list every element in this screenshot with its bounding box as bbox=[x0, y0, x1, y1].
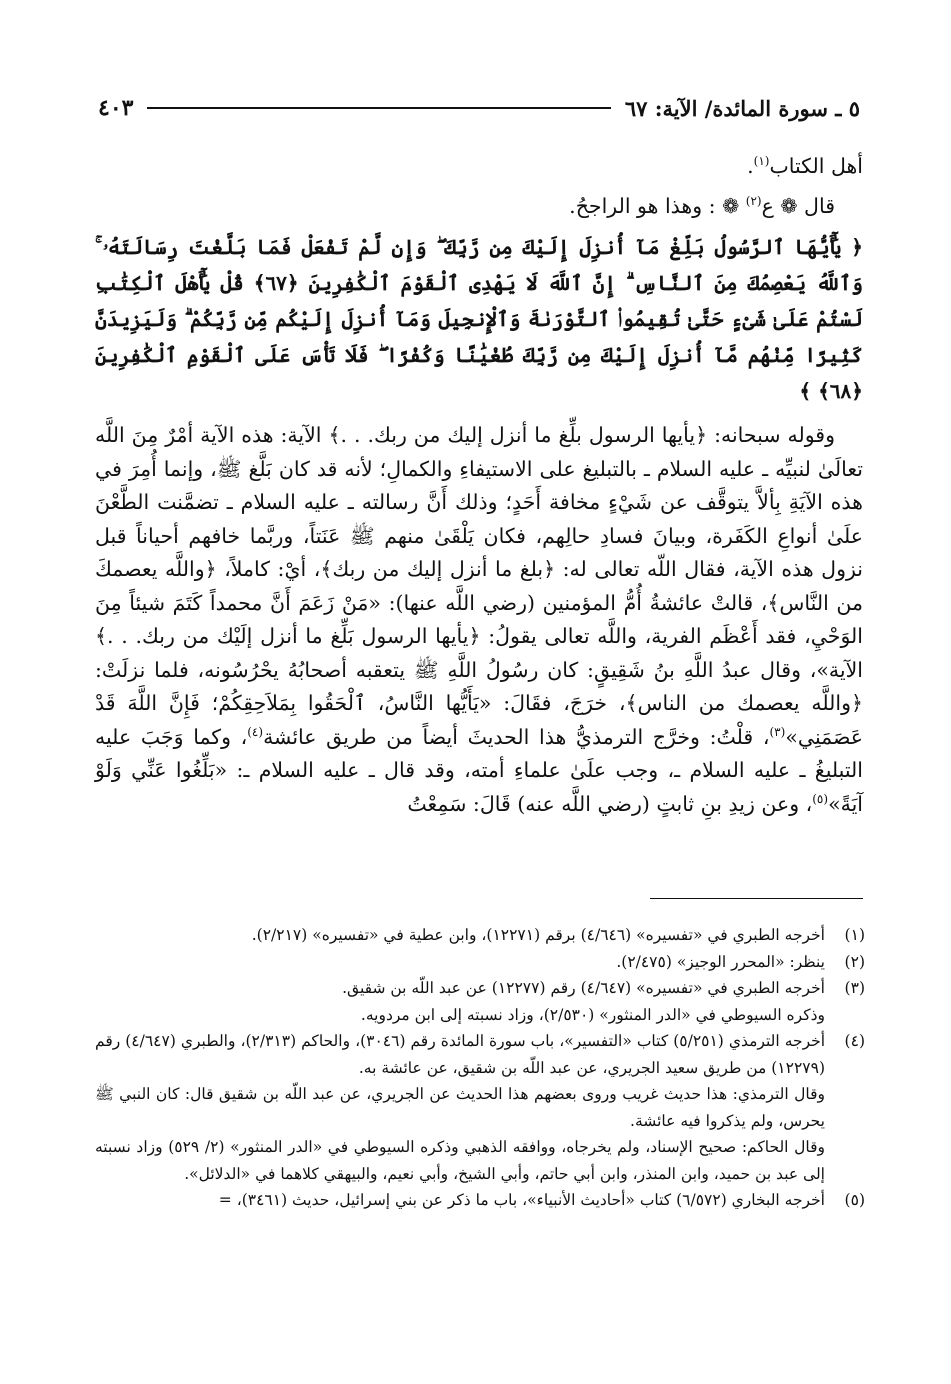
footnote-ref: (٢) bbox=[745, 193, 762, 208]
footnote-number: (١) bbox=[844, 926, 865, 944]
footnote-3 bbox=[95, 975, 865, 1028]
footnote-line: وقال الترمذي: هذا حديث غريب وروى بعضهم هذا الحديث عن الجريري، عن عبد اللّه بن شقيق قال: كان النبي ﷺ يحرس، ولم يذكروا فيه عائشة. bbox=[95, 1085, 825, 1130]
commentary-paragraph bbox=[95, 419, 863, 821]
footnote-line: أخرجه البخاري (٦/٥٧٢) كتاب «أحاديث الأنبياء»، باب ما ذكر عن بني إسرائيل، حديث (٣٤٦١)، = bbox=[218, 1191, 825, 1209]
main-text bbox=[95, 150, 863, 821]
text-span: وقوله سبحانه: ﴿يأيها الرسول بلِّغ ما أنزل إليك من ربك. . .﴾ الآية: هذه الآية أمْرٌ مِنَ اللَّه تعالَىٰ لنبيِّه ـ عليه السلام ـ بالتبليغ على الاستيفاءِ والكمالِ؛ لأنه قد كان بَلَّغ ﷺ، وإنما أُمِرَ في هذه الآيَةِ بِألاَّ يتوقَّف عن شَيْءٍ مخافة أَحَدٍ؛ وذلك أَنَّ رسالته ـ عليه السلام ـ تضمَّنت الطَّعْنَ علَىٰ أنواعِ الكَفَرة، وبيانَ فسادِ حالِهم، فكان يَلْقَىٰ منهم ﷺ عَنَتاً، وربَّما خافهم أحياناً قبل نزول هذه الآية، فقال اللّه تعالى له: ﴿بلغ ما أنزل إليك من ربك﴾، أيْ: كاملاً، ﴿واللَّه يعصمكَ من النَّاس﴾، قالتْ عائشةُ أُمُّ المؤمنين (رضي اللَّه عنها): «مَنْ زَعَمَ أَنَّ محمداً كَتَمَ شيئاً مِنَ الوَحْيِ، فقد أَعْظَم الفرية، واللَّه تعالى يقولُ: ﴿يأيها الرسول بَلِّغ ما أنزل إلَيْك من ربك. . .﴾ الآية»، وقال عبدُ اللَّهِ بنُ شَقِيقٍ: كان رسُولُ اللَّهِ ﷺ يتعقبه أصحابُهُ يحْرُسُونه، فلما نزلَتْ: ﴿واللَّه يعصمك من الناس﴾، خرَجَ، فقَالَ: «يَأَيُّها النَّاسُ، ٱلْحَقُوا بِمَلاَحِقِكُمْ؛ فَإِنَّ اللَّهَ قَدْ عَصَمَنِي» bbox=[95, 423, 863, 749]
footnote-1 bbox=[95, 922, 865, 949]
footnote-ref: (٥) bbox=[812, 791, 829, 806]
paragraph-1 bbox=[95, 150, 863, 184]
footnote-2 bbox=[95, 949, 865, 976]
footnote-ref: (١) bbox=[753, 154, 770, 169]
footnote-number: (٣) bbox=[844, 979, 865, 997]
footnote-line: وذكره السيوطي في «الدر المنثور» (٢/٥٣٠)، وزاد نسبته إلى ابن مردويه. bbox=[360, 1005, 825, 1024]
paragraph-2 bbox=[95, 190, 863, 224]
page-number: ٤٠٣ bbox=[98, 95, 134, 121]
footnote-number: (٥) bbox=[844, 1191, 865, 1209]
footnote-number: (٤) bbox=[844, 1032, 865, 1050]
chapter-title: ٥ ـ سورة المائدة/ الآية: ٦٧ bbox=[624, 95, 860, 121]
footnote-line: أخرجه الطبري في «تفسيره» (٤/٦٤٧) رقم (١٢٢٧٧) عن عبد اللّه بن شقيق. bbox=[342, 979, 825, 997]
running-header bbox=[98, 92, 860, 124]
text-span: ، وعن زيدِ بنِ ثابتٍ (رضي اللَّه عنه) قَالَ: سَمِعْتُ bbox=[407, 791, 813, 816]
footnote-ref: (٤) bbox=[247, 724, 264, 739]
footnote-separator bbox=[650, 898, 863, 899]
footnote-line: أخرجه الترمذي (٥/٢٥١) كتاب «التفسير»، باب سورة المائدة رقم (٣٠٤٦)، والحاكم (٢/٣١٣)، والطبري (٤/٦٤٧) رقم (١٢٢٧٩) من طريق سعيد الجريري، عن عبد اللّه بن شقيق، عن عائشة به. bbox=[95, 1032, 826, 1077]
footnote-line: وقال الحاكم: صحيح الإسناد، ولم يخرجاه، ووافقه الذهبي وذكره السيوطي في «الدر المنثور» (٢/ ٥٢٩) وزاد نسبته إلى عبد بن حميد، وابن المنذر، وابن أبي حاتم، وأبي الشيخ، وأبي نعيم، والبيهقي كلاهما في «الدلائل». bbox=[95, 1138, 825, 1183]
text-span: أهل الكتاب bbox=[769, 154, 863, 178]
text-span: قال ❁ ع bbox=[761, 193, 835, 218]
text-span: ، قلْتُ: وخرَّج الترمذيُّ هذا الحديثَ أيضاً من طريق عائشة bbox=[263, 724, 770, 749]
quran-verse: ﴿ يَٰٓأَيُّهَا ٱلرَّسُولُ بَلِّغْ مَآ أُنزِلَ إِلَيْكَ مِن رَّبِّكَ ۖ وَإِن لَّمْ تَفْعَلْ فَمَا بَلَّغْتَ رِسَالَتَهُۥ ۚ وَٱللَّهُ يَعْصِمُكَ مِنَ ٱلنَّاسِ ۗ إِنَّ ٱللَّهَ لَا يَهْدِى ٱلْقَوْمَ ٱلْكَٰفِرِينَ ﴿٦٧﴾ قُلْ يَٰٓأَهْلَ ٱلْكِتَٰبِ لَسْتُمْ عَلَىٰ شَىْءٍ حَتَّىٰ تُقِيمُوا۟ ٱلتَّوْرَىٰةَ وَٱلْإِنجِيلَ وَمَآ أُنزِلَ إِلَيْكُم مِّن رَّبِّكُمْ ۗ وَلَيَزِيدَنَّ كَثِيرًا مِّنْهُم مَّآ أُنزِلَ إِلَيْكَ مِن رَّبِّكَ طُغْيَٰنًا وَكُفْرًا ۖ فَلَا تَأْسَ عَلَى ٱلْقَوْمِ ٱلْكَٰفِرِينَ ﴿٦٨﴾ ﴾ bbox=[95, 235, 863, 403]
header-rule bbox=[147, 107, 610, 109]
footnote-line: ينظر: «المحرر الوجيز» (٢/٤٧٥). bbox=[616, 952, 825, 971]
footnote-number: (٢) bbox=[844, 952, 865, 971]
footnote-5 bbox=[95, 1187, 865, 1214]
text-span: ، وكما وَجَبَ عليه التبليغُ ـ عليه السلام ـ، وجب علَىٰ علماءِ أمته، وقد قال ـ عليه السلام ـ: «بَلِّغُوا عَنِّي وَلَوْ آيَةً» bbox=[95, 724, 863, 816]
footnote-4 bbox=[95, 1028, 865, 1187]
footnotes bbox=[95, 922, 865, 1214]
footnote-line: أخرجه الطبري في «تفسيره» (٤/٦٤٦) برقم (١٢٢٧١)، وابن عطية في «تفسيره» (٢/٢١٧). bbox=[251, 926, 825, 944]
text-span: . bbox=[747, 154, 754, 178]
text-span: ❁ : وهذا هو الراجحُ. bbox=[569, 193, 746, 218]
footnote-ref: (٣) bbox=[769, 724, 786, 739]
